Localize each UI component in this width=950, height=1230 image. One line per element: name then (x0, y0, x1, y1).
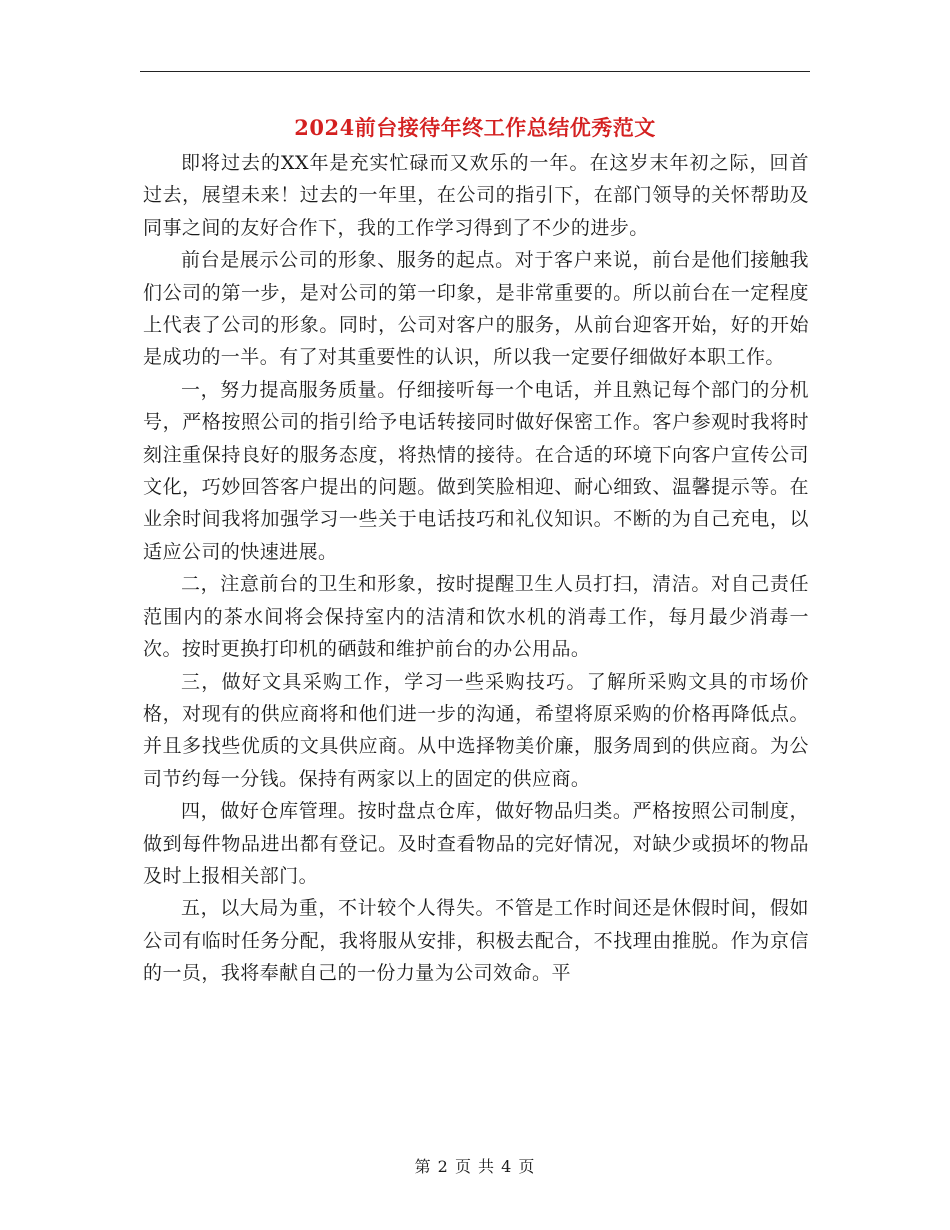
paragraph-front-desk-role: 前台是展示公司的形象、服务的起点。对于客户来说，前台是他们接触我们公司的第一步，是对公司的第一印象，是非常重要的。所以前台在一定程度上代表了公司的形象。同时，公司对客户的服务，从前台迎客开始，好的开始是成功的一半。有了对其重要性的认识，所以我一定要仔细做好本职工作。 (143, 249, 809, 369)
page-number: 第 2 页 共 4 页 (414, 1157, 536, 1176)
paragraph-purchasing: 三，做好文具采购工作，学习一些采购技巧。了解所采购文具的市场价格，对现有的供应商将和他们进一步的沟通，希望将原采购的价格再降低点。并且多找些优质的文具供应商。从中选择物美价廉，服务周到的供应商。为公司节约每一分钱。保持有两家以上的固定的供应商。 (143, 670, 809, 790)
paragraph-warehouse: 四，做好仓库管理。按时盘点仓库，做好物品归类。严格按照公司制度，做到每件物品进出都有登记。及时查看物品的完好情况，对缺少或损坏的物品及时上报相关部门。 (143, 800, 809, 887)
paragraph-intro: 即将过去的XX年是充实忙碌而又欢乐的一年。在这岁末年初之际，回首过去，展望未来！过去的一年里，在公司的指引下，在部门领导的关怀帮助及同事之间的友好合作下，我的工作学习得到了不少的进步。 (143, 152, 809, 239)
document-body (143, 147, 809, 990)
paragraph-hygiene: 二，注意前台的卫生和形象，按时提醒卫生人员打扫，清洁。对自己责任范围内的茶水间将会保持室内的洁清和饮水机的消毒工作，每月最少消毒一次。按时更换打印机的硒鼓和维护前台的办公用品。 (143, 573, 809, 661)
paragraph-service-quality: 一，努力提高服务质量。仔细接听每一个电话，并且熟记每个部门的分机号，严格按照公司的指引给予电话转接同时做好保密工作。客户参观时我将时刻注重保持良好的服务态度，将热情的接待。在合适的环境下向客户宣传公司文化，巧妙回答客户提出的问题。做到笑脸相迎、耐心细致、温馨提示等。在业余时间我将加强学习一些关于电话技巧和礼仪知识。不断的为自己充电，以适应公司的快速进展。 (143, 378, 809, 563)
header-rule (140, 71, 810, 72)
paragraph-teamwork: 五，以大局为重，不计较个人得失。不管是工作时间还是休假时间，假如公司有临时任务分配，我将服从安排，积极去配合，不找理由推脱。作为京信的一员，我将奉献自己的一份力量为公司效命。平 (143, 897, 809, 985)
document-title: 2024前台接待年终工作总结优秀范文 (294, 115, 656, 140)
